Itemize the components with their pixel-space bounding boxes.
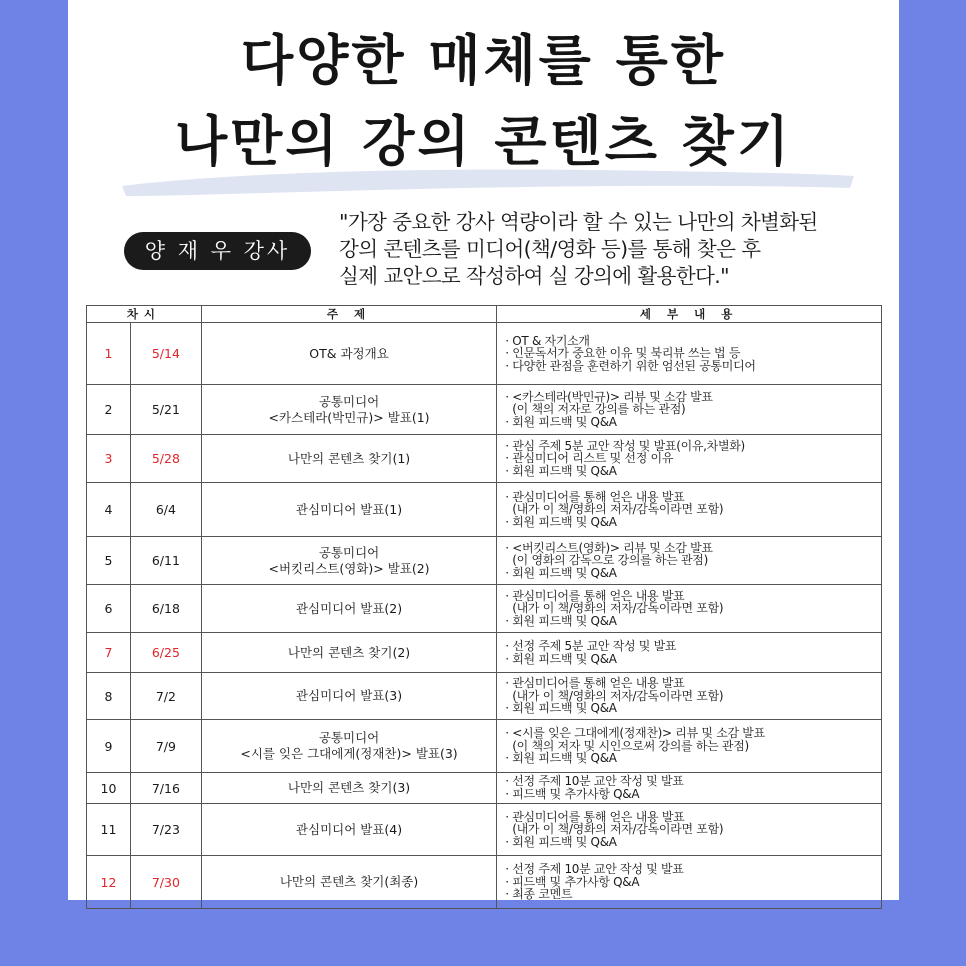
session-details: [497, 385, 882, 435]
session-date: 7/30: [130, 856, 201, 909]
table-row: [87, 435, 882, 483]
detail-line: (이 영화의 감독으로 강의를 하는 관점): [505, 553, 708, 568]
session-date: 6/11: [130, 537, 201, 585]
session-details: [497, 633, 882, 673]
session-topic: [201, 856, 496, 909]
quote-line: 실제 교안으로 작성하여 실 강의에 활용한다.": [339, 264, 729, 288]
session-details: [497, 804, 882, 856]
session-details: [497, 773, 882, 804]
poster-card: [68, 0, 899, 900]
session-topic: [201, 804, 496, 856]
page-title-line-2: 나만의 강의 콘텐츠 찾기: [174, 110, 793, 173]
detail-line: · 회원 피드백 및 Q&A: [505, 414, 617, 429]
session-details: [497, 585, 882, 633]
detail-line: · 선정 주제 5분 교안 작성 및 발표: [505, 638, 677, 653]
schedule-table: [86, 305, 882, 909]
session-date: 7/2: [130, 673, 201, 720]
session-date: 5/14: [130, 323, 201, 385]
topic-line: 공통미디어: [318, 393, 380, 409]
session-topic: [201, 483, 496, 537]
session-number: 8: [87, 673, 131, 720]
detail-line: · 인문독서가 중요한 이유 및 북리뷰 쓰는 법 등: [505, 346, 741, 361]
detail-line: · 최종 코멘트: [505, 887, 573, 902]
table-row: [87, 856, 882, 909]
session-number: 3: [87, 435, 131, 483]
detail-line: (이 책의 저자로 강의를 하는 관점): [505, 402, 686, 417]
detail-line: · 선정 주제 10분 교안 작성 및 발표: [505, 774, 684, 789]
detail-line: · 관심미디어를 통해 얻은 내용 발표: [505, 489, 685, 504]
course-quote: [339, 209, 884, 290]
session-number: 7: [87, 633, 131, 673]
topic-line: OT& 과정개요: [309, 345, 389, 361]
session-date: 5/21: [130, 385, 201, 435]
session-topic: [201, 633, 496, 673]
table-row: [87, 585, 882, 633]
detail-line: · <카스테라(박민규)> 리뷰 및 소감 발표: [505, 389, 713, 404]
instructor-badge: 양 재 우 강사: [124, 232, 311, 270]
detail-line: · OT & 자기소개: [505, 333, 590, 348]
session-topic: [201, 773, 496, 804]
detail-line: (내가 이 책/영화의 저자/감독이라면 포함): [505, 502, 724, 517]
session-number: 10: [87, 773, 131, 804]
schedule-header-row: [87, 306, 882, 323]
session-date: 6/18: [130, 585, 201, 633]
session-number: 6: [87, 585, 131, 633]
session-topic: [201, 537, 496, 585]
session-number: 1: [87, 323, 131, 385]
session-date: 5/28: [130, 435, 201, 483]
table-row: [87, 537, 882, 585]
table-row: [87, 385, 882, 435]
detail-line: · 관심미디어를 통해 얻은 내용 발표: [505, 809, 685, 824]
detail-line: · 회원 피드백 및 Q&A: [505, 565, 617, 580]
table-row: [87, 633, 882, 673]
table-row: [87, 804, 882, 856]
session-number: 2: [87, 385, 131, 435]
table-row: [87, 720, 882, 773]
session-topic: [201, 435, 496, 483]
detail-line: · 선정 주제 10분 교안 작성 및 발표: [505, 862, 684, 877]
session-details: [497, 720, 882, 773]
topic-line: 나만의 콘텐츠 찾기(3): [287, 780, 411, 795]
session-date: 6/25: [130, 633, 201, 673]
session-details: [497, 537, 882, 585]
detail-line: · 관심미디어를 통해 얻은 내용 발표: [505, 676, 685, 691]
detail-line: · <버킷리스트(영화)> 리뷰 및 소감 발표: [505, 540, 713, 555]
schedule-body: [87, 323, 882, 909]
session-details: [497, 856, 882, 909]
session-details: [497, 435, 882, 483]
topic-line: 관심미디어 발표(4): [295, 821, 403, 837]
header-session: 차시: [87, 306, 202, 323]
detail-line: · 피드백 및 추가사항 Q&A: [505, 874, 640, 889]
detail-line: · 회원 피드백 및 Q&A: [505, 613, 617, 628]
topic-line: 나만의 콘텐츠 찾기(1): [287, 450, 411, 466]
detail-line: · 관심미디어 리스트 및 선정 이유: [505, 451, 674, 466]
detail-line: (내가 이 책/영화의 저자/감독이라면 포함): [505, 822, 724, 837]
detail-line: · 다양한 관점을 훈련하기 위한 엄선된 공통미디어: [505, 358, 756, 373]
detail-line: (이 책의 저자 및 시인으로써 강의를 하는 관점): [505, 738, 749, 753]
table-row: [87, 773, 882, 804]
session-date: 7/16: [130, 773, 201, 804]
session-topic: [201, 385, 496, 435]
header-topic: 주 제: [201, 306, 496, 323]
detail-line: · 회원 피드백 및 Q&A: [505, 701, 617, 716]
table-row: [87, 483, 882, 537]
topic-line: 공통미디어: [318, 544, 380, 560]
topic-line: <시를 잊은 그대에게(정재찬)> 발표(3): [240, 746, 458, 761]
table-row: [87, 673, 882, 720]
detail-line: (내가 이 책/영화의 저자/감독이라면 포함): [505, 601, 724, 616]
session-date: 7/9: [130, 720, 201, 773]
session-topic: [201, 585, 496, 633]
session-topic: [201, 720, 496, 773]
topic-line: 관심미디어 발표(2): [295, 600, 403, 616]
detail-line: · 관심미디어를 통해 얻은 내용 발표: [505, 588, 685, 603]
session-date: 7/23: [130, 804, 201, 856]
detail-line: · 관심 주제 5분 교안 작성 및 발표(이유,차별화): [505, 438, 745, 453]
session-topic: [201, 323, 496, 385]
detail-line: · 회원 피드백 및 Q&A: [505, 834, 617, 849]
detail-line: (내가 이 책/영화의 저자/감독이라면 포함): [505, 688, 724, 703]
topic-line: 나만의 콘텐츠 찾기(최종): [279, 874, 419, 889]
session-number: 5: [87, 537, 131, 585]
detail-line: · 회원 피드백 및 Q&A: [505, 751, 617, 766]
topic-line: 나만의 콘텐츠 찾기(2): [287, 644, 411, 660]
detail-line: · 피드백 및 추가사항 Q&A: [505, 787, 640, 801]
topic-line: 관심미디어 발표(3): [295, 688, 403, 703]
detail-line: · 회원 피드백 및 Q&A: [505, 514, 617, 529]
session-number: 9: [87, 720, 131, 773]
quote-line: "가장 중요한 강사 역량이라 할 수 있는 나만의 차별화된: [339, 210, 818, 234]
detail-line: · 회원 피드백 및 Q&A: [505, 651, 617, 666]
header-details: 세 부 내 용: [497, 306, 882, 323]
session-topic: [201, 673, 496, 720]
quote-line: 강의 콘텐츠를 미디어(책/영화 등)를 통해 찾은 후: [339, 237, 761, 261]
page-title-line-1: 다양한 매체를 통한: [241, 29, 726, 92]
session-details: [497, 673, 882, 720]
topic-line: 공통미디어: [318, 730, 380, 745]
topic-line: <버킷리스트(영화)> 발표(2): [268, 560, 430, 576]
session-date: 6/4: [130, 483, 201, 537]
session-number: 12: [87, 856, 131, 909]
detail-line: · 회원 피드백 및 Q&A: [505, 463, 617, 478]
session-details: [497, 483, 882, 537]
topic-line: <카스테라(박민규)> 발표(1): [268, 409, 430, 425]
session-number: 11: [87, 804, 131, 856]
detail-line: · <시를 잊은 그대에게(정재찬)> 리뷰 및 소감 발표: [505, 726, 765, 741]
table-row: [87, 323, 882, 385]
session-number: 4: [87, 483, 131, 537]
session-details: [497, 323, 882, 385]
topic-line: 관심미디어 발표(1): [295, 501, 403, 517]
